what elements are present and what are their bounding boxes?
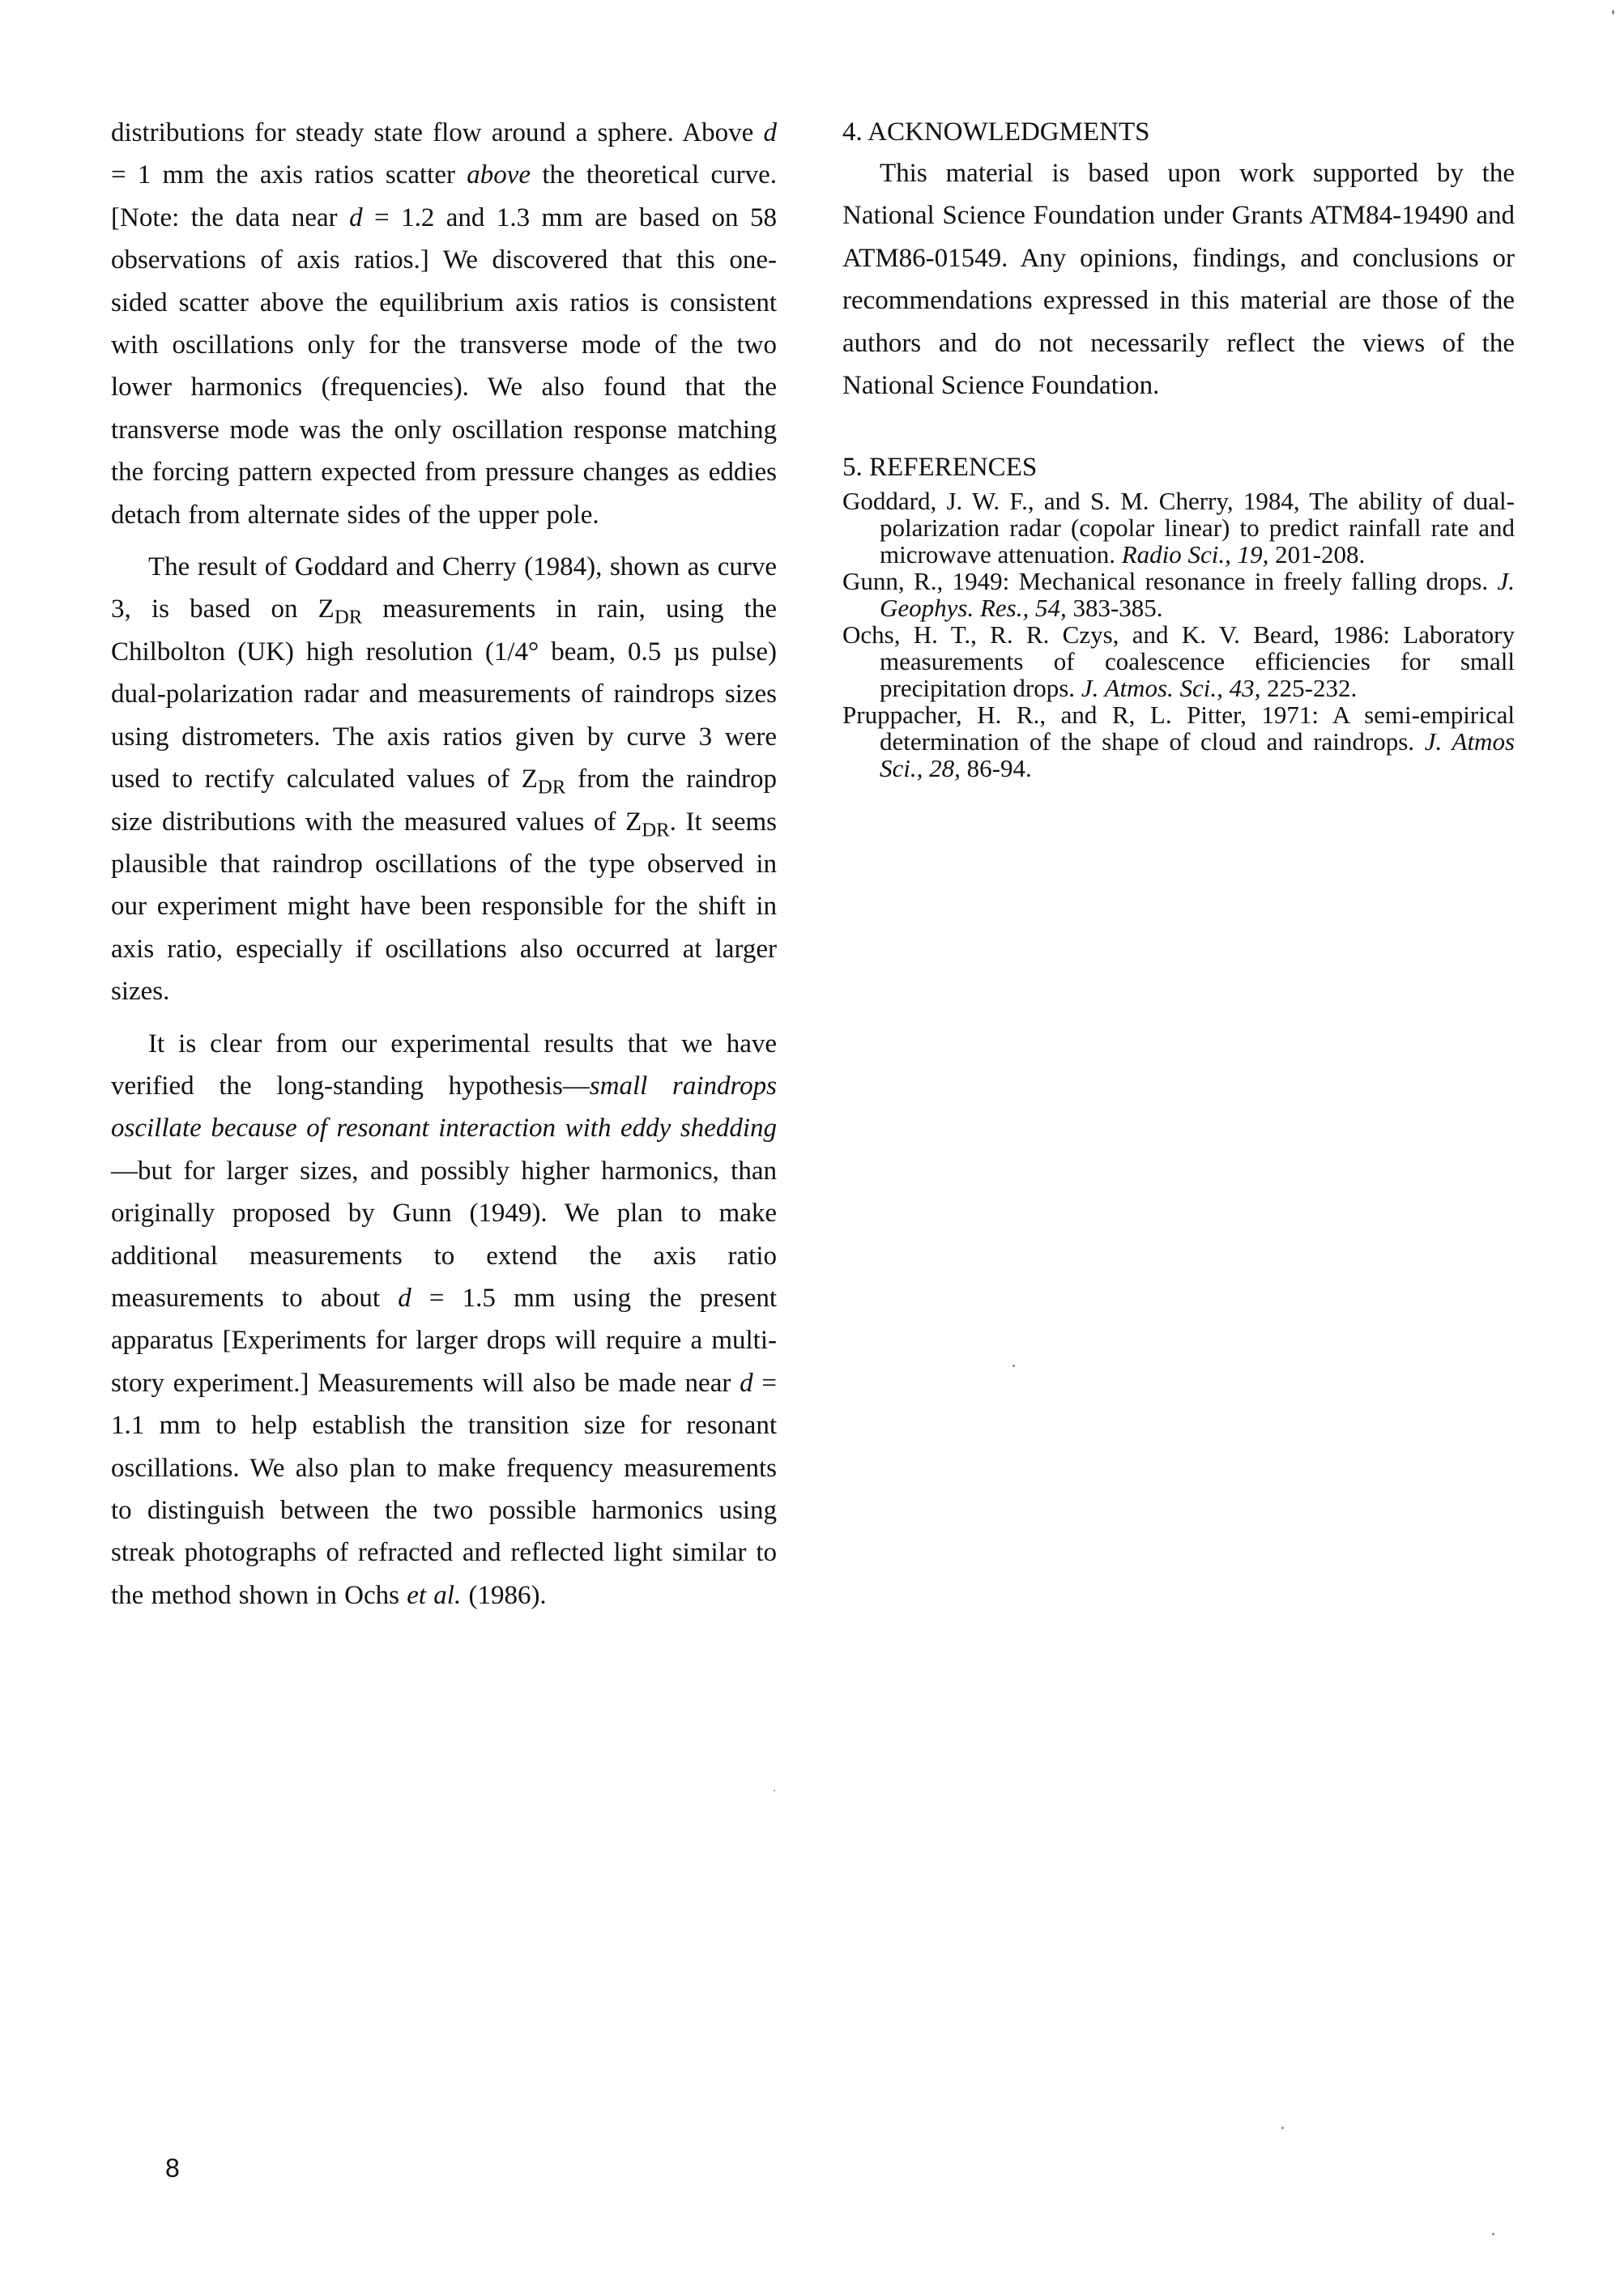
text-run: It is clear from our experimental results that we have verified the long-standing hypothesis— [111,1029,777,1101]
math-subscript: DR [642,818,670,841]
text-run: . It seems plausible that raindrop oscillations of the type observed in our experiment might have been responsible for the shift in axis ratio, especially if oscillations also occurred at larger sizes. [111,807,777,1007]
reference-item [842,568,1515,621]
right-column [842,112,1515,782]
reference-text: Gunn, R., 1949: Mechanical resonance in freely falling drops. [842,567,1498,596]
reference-text: Ochs, H. T., R. R. Czys, and K. V. Beard, 1986: Laboratory measurements of coalescence efficiencies for small precipitation drops. [842,620,1515,703]
math-variable: d [763,118,777,147]
reference-pages: 201-208. [1268,540,1366,569]
references-heading: 5. REFERENCES [842,453,1038,483]
text-run: = 1.2 and 1.3 mm are based on 58 observations of axis ratios.] We discovered that this one-sided scatter above the equilibrium axis ratios is consistent with oscillations only for the transverse mode of the two lower harmonics (frequencies). We also found that the transverse mode was the only oscillation response matching the forcing pattern expected from pressure changes as eddies detach from alternate sides of the upper pole. [111,202,777,530]
emphasis-text: small raindrops oscillate because of resonant interaction with eddy shedding [111,1071,777,1144]
scan-speck [1281,2127,1284,2129]
text-run: distributions for steady state flow around a sphere. Above [111,118,764,147]
body-paragraph-3 [111,1023,777,1617]
emphasis-text: above [467,160,531,190]
text-run: from the raindrop size distributions with the measured values of [111,765,777,837]
scan-speck [1492,2233,1494,2235]
math-subscript: DR [537,776,566,799]
reference-text: Goddard, J. W. F., and S. M. Cherry, 1984, The ability of dual-polarization radar (copolar linear) to predict rainfall rate and microwave attenuation. [842,487,1515,569]
math-symbol: Z [318,594,335,624]
text-run: = 1.1 mm to help establish the transition size for resonant oscillations. We also plan to make frequency measurements to distinguish between the two possible harmonics using streak photographs of refracted and reflected light similar to the method shown in Ochs [111,1368,777,1610]
math-variable: d [398,1283,411,1313]
reference-journal: J. Geophys. Res., 54, [880,567,1515,623]
reference-item [842,621,1515,701]
body-paragraph-1 [111,112,777,536]
acknowledgments-heading: 4. ACKNOWLEDGMENTS [842,117,1150,147]
text-run: measurements in rain, using the Chilbolton (UK) high resolution (1/4° beam, 0.5 µs pulse) dual-polarization radar and measurements of raindrops sizes using distrometers. The axis ratios given by curve 3 were used to rectify calculated values of [111,594,777,794]
reference-item [842,701,1515,782]
page-number: 8 [165,2153,180,2183]
scan-speck [1612,10,1614,15]
text-run: The result of Goddard and Cherry (1984), shown as curve 3, is based on [111,552,777,624]
text-run: the theoretical curve. [Note: the data near [111,160,777,232]
reference-journal: J. Atmos. Sci., 43, [1081,674,1261,703]
scan-speck [774,1790,775,1791]
left-column [111,112,777,1617]
math-subscript: DR [334,606,363,628]
text-run: —but for larger sizes, and possibly higher harmonics, than originally proposed by Gunn (1949). We plan to make additional measurements to extend the axis ratio measurements to about [111,1156,777,1313]
reference-journal: J. Atmos Sci., 28, [880,727,1516,783]
text-run: = 1.5 mm using the present apparatus [Experiments for larger drops will require a multi-story experiment.] Measurements will also be made near [111,1283,777,1398]
reference-pages: 225-232. [1260,674,1358,703]
emphasis-text: et al. [407,1580,462,1610]
text-run: (1986). [461,1580,547,1610]
math-variable: d [349,202,363,232]
references-list [842,488,1515,782]
math-variable: d [740,1368,753,1398]
reference-pages: 383-385. [1066,594,1163,623]
math-symbol: Z [521,765,538,794]
reference-item [842,488,1515,568]
reference-journal: Radio Sci., 19, [1121,540,1269,569]
math-symbol: Z [625,807,642,837]
reference-pages: 86-94. [960,754,1032,783]
acknowledgments-body: This material is based upon work supported by the National Science Foundation under Grants ATM84-19490 and ATM86-01549. Any opinions, findings, and conclusions or recommendations expressed in this material are those of the authors and do not necessarily reflect the views of the National Science Foundation. [842,159,1515,401]
reference-text: Pruppacher, H. R., and R, L. Pitter, 1971: A semi-empirical determination of the shape of cloud and raindrops. [842,701,1515,756]
scan-speck [1013,1365,1015,1367]
body-paragraph-2 [111,546,777,1012]
text-run: = 1 mm the axis ratios scatter [111,160,467,190]
